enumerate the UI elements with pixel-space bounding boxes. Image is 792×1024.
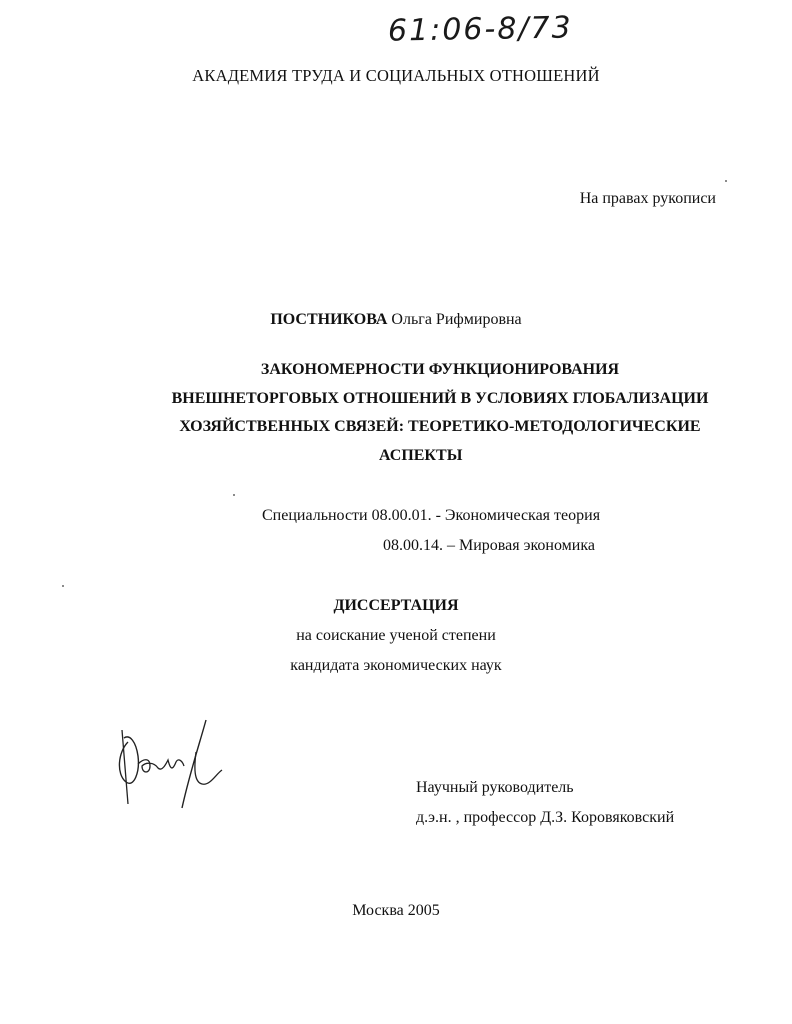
- title-line-1: ЗАКОНОМЕРНОСТИ ФУНКЦИОНИРОВАНИЯ: [260, 361, 620, 378]
- author-surname: ПОСТНИКОВА: [270, 311, 388, 328]
- supervisor-label: Научный руководитель: [416, 779, 574, 796]
- title-line-2: ВНЕШНЕТОРГОВЫХ ОТНОШЕНИЙ В УСЛОВИЯХ ГЛОБАЛИЗАЦИИ: [171, 389, 709, 407]
- author-given-names: Ольга Рифмировна: [391, 311, 522, 328]
- work-type-heading: ДИССЕРТАЦИЯ: [333, 597, 459, 614]
- author-signature: [110, 712, 240, 812]
- author-name: [0, 311, 792, 329]
- degree-line-1: на соискание ученой степени: [296, 627, 496, 644]
- title-line-4: АСПЕКТЫ: [379, 446, 463, 464]
- manuscript-rights-note: На правах рукописи: [579, 190, 716, 207]
- specialty-line-2: 08.00.14. – Мировая экономика: [383, 537, 595, 554]
- title-line-3: ХОЗЯЙСТВЕННЫХ СВЯЗЕЙ: ТЕОРЕТИКО-МЕТОДОЛОГИЧЕСКИЕ: [179, 418, 701, 435]
- dissertation-title: [110, 356, 770, 470]
- archive-code-handwritten: 61:06-8/73: [387, 10, 573, 49]
- city-and-year: Москва 2005: [352, 902, 440, 919]
- supervisor-name: д.э.н. , профессор Д.З. Коровяковский: [416, 809, 675, 826]
- scan-speck: [725, 180, 727, 182]
- scan-speck: [233, 494, 235, 496]
- degree-line-2: кандидата экономических наук: [290, 657, 502, 674]
- scan-speck: [62, 585, 64, 587]
- institution-name: АКАДЕМИЯ ТРУДА И СОЦИАЛЬНЫХ ОТНОШЕНИЙ: [192, 66, 600, 85]
- specialty-line-1: Специальности 08.00.01. - Экономическая теория: [262, 507, 601, 524]
